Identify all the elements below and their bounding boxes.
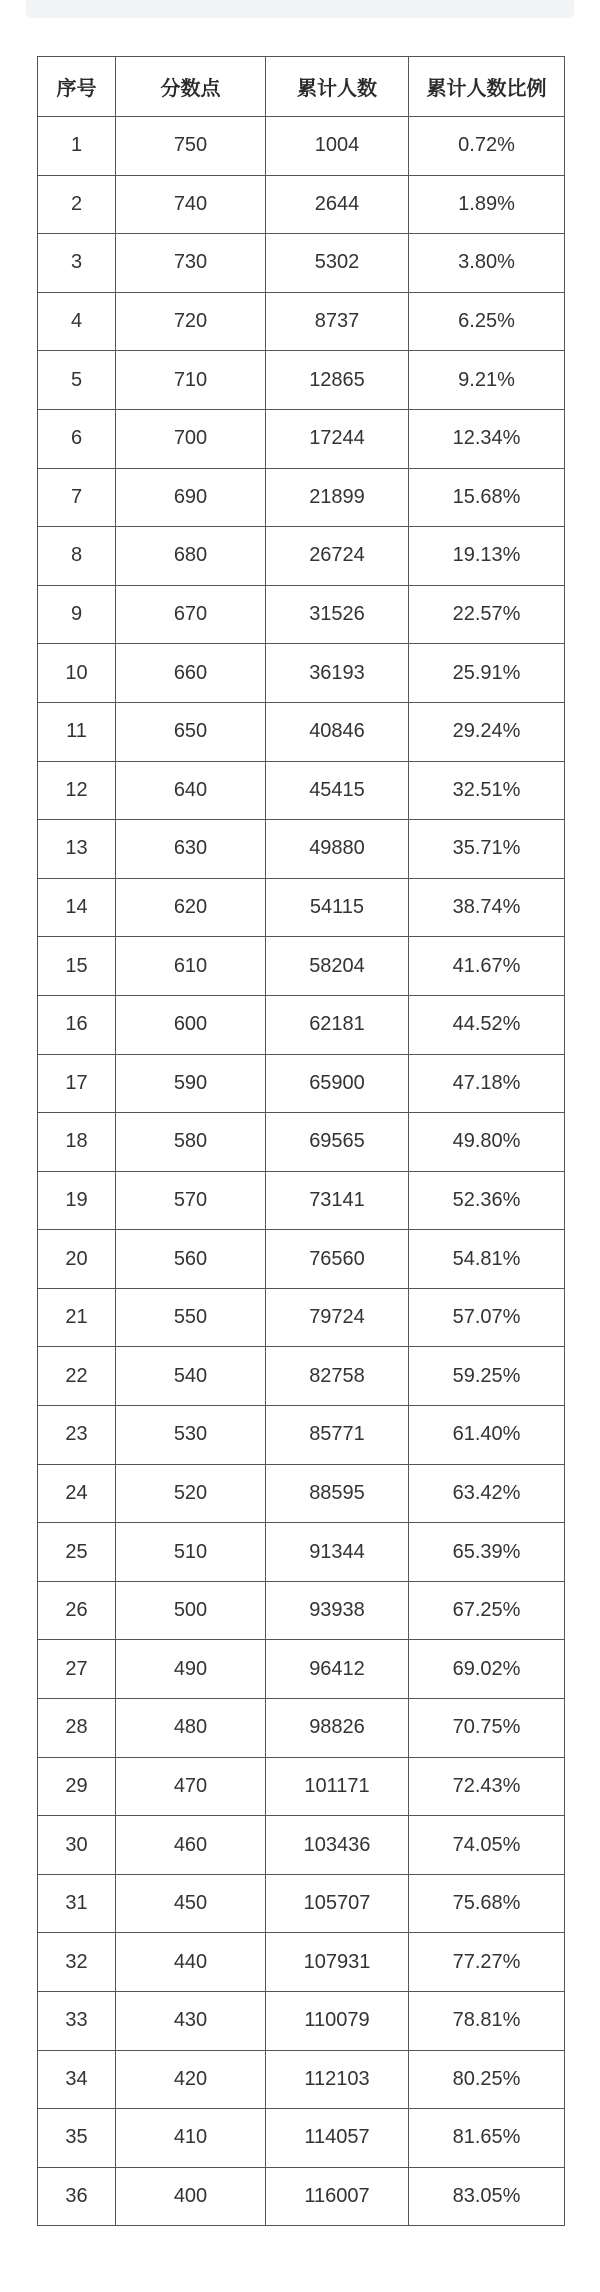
cell-index: 9 <box>38 585 116 644</box>
cell-index: 3 <box>38 234 116 293</box>
table-row <box>38 175 565 234</box>
cell-cumulative-ratio: 29.24% <box>409 702 565 761</box>
table-row <box>38 702 565 761</box>
cell-score: 570 <box>116 1171 266 1230</box>
cell-cumulative-ratio: 52.36% <box>409 1171 565 1230</box>
table-row <box>38 1113 565 1172</box>
cell-index: 29 <box>38 1757 116 1816</box>
cell-cumulative-count: 91344 <box>266 1523 409 1582</box>
cell-score: 590 <box>116 1054 266 1113</box>
cell-cumulative-ratio: 57.07% <box>409 1288 565 1347</box>
cell-score: 710 <box>116 351 266 410</box>
cell-index: 31 <box>38 1874 116 1933</box>
cell-cumulative-ratio: 65.39% <box>409 1523 565 1582</box>
cell-score: 670 <box>116 585 266 644</box>
score-table-container <box>37 56 564 2226</box>
cell-score: 510 <box>116 1523 266 1582</box>
table-row <box>38 1874 565 1933</box>
table-row <box>38 1347 565 1406</box>
cell-score: 410 <box>116 2109 266 2168</box>
cell-cumulative-ratio: 78.81% <box>409 1992 565 2051</box>
cell-index: 23 <box>38 1406 116 1465</box>
cell-score: 480 <box>116 1699 266 1758</box>
table-row <box>38 761 565 820</box>
cell-score: 400 <box>116 2167 266 2226</box>
cell-score: 680 <box>116 527 266 586</box>
cell-cumulative-ratio: 80.25% <box>409 2050 565 2109</box>
table-row <box>38 995 565 1054</box>
cell-score: 560 <box>116 1230 266 1289</box>
cell-cumulative-ratio: 59.25% <box>409 1347 565 1406</box>
cell-index: 35 <box>38 2109 116 2168</box>
cell-cumulative-count: 17244 <box>266 409 409 468</box>
cell-score: 740 <box>116 175 266 234</box>
cell-index: 19 <box>38 1171 116 1230</box>
cell-cumulative-ratio: 61.40% <box>409 1406 565 1465</box>
cell-score: 660 <box>116 644 266 703</box>
cell-cumulative-count: 110079 <box>266 1992 409 2051</box>
cell-score: 690 <box>116 468 266 527</box>
cell-cumulative-count: 49880 <box>266 820 409 879</box>
cell-score: 730 <box>116 234 266 293</box>
cell-index: 2 <box>38 175 116 234</box>
cell-score: 600 <box>116 995 266 1054</box>
cell-score: 440 <box>116 1933 266 1992</box>
cell-cumulative-ratio: 49.80% <box>409 1113 565 1172</box>
cell-cumulative-ratio: 0.72% <box>409 117 565 176</box>
table-row <box>38 1230 565 1289</box>
cell-cumulative-count: 45415 <box>266 761 409 820</box>
cell-cumulative-count: 105707 <box>266 1874 409 1933</box>
cell-index: 8 <box>38 527 116 586</box>
cell-cumulative-count: 62181 <box>266 995 409 1054</box>
cell-cumulative-ratio: 77.27% <box>409 1933 565 1992</box>
cell-index: 11 <box>38 702 116 761</box>
cell-index: 12 <box>38 761 116 820</box>
cell-cumulative-count: 101171 <box>266 1757 409 1816</box>
cell-index: 13 <box>38 820 116 879</box>
cell-cumulative-count: 26724 <box>266 527 409 586</box>
header-cumulative-ratio: 累计人数比例 <box>409 57 565 117</box>
table-row <box>38 1581 565 1640</box>
cell-cumulative-count: 65900 <box>266 1054 409 1113</box>
cell-index: 36 <box>38 2167 116 2226</box>
cell-cumulative-ratio: 12.34% <box>409 409 565 468</box>
cell-cumulative-ratio: 67.25% <box>409 1581 565 1640</box>
table-row <box>38 1757 565 1816</box>
cell-index: 1 <box>38 117 116 176</box>
cell-cumulative-ratio: 74.05% <box>409 1816 565 1875</box>
cell-cumulative-ratio: 3.80% <box>409 234 565 293</box>
table-row <box>38 1640 565 1699</box>
table-row <box>38 1699 565 1758</box>
cell-cumulative-ratio: 54.81% <box>409 1230 565 1289</box>
table-row <box>38 1171 565 1230</box>
cell-index: 28 <box>38 1699 116 1758</box>
table-row <box>38 2050 565 2109</box>
header-row <box>38 57 565 117</box>
cell-score: 470 <box>116 1757 266 1816</box>
cell-score: 750 <box>116 117 266 176</box>
cell-cumulative-count: 114057 <box>266 2109 409 2168</box>
table-row <box>38 644 565 703</box>
table-row <box>38 117 565 176</box>
cell-index: 17 <box>38 1054 116 1113</box>
cell-cumulative-ratio: 25.91% <box>409 644 565 703</box>
cell-index: 21 <box>38 1288 116 1347</box>
cell-cumulative-count: 73141 <box>266 1171 409 1230</box>
table-body <box>38 117 565 2226</box>
cell-cumulative-count: 5302 <box>266 234 409 293</box>
table-row <box>38 1992 565 2051</box>
table-row <box>38 937 565 996</box>
cell-cumulative-count: 82758 <box>266 1347 409 1406</box>
cell-cumulative-ratio: 38.74% <box>409 878 565 937</box>
table-row <box>38 1464 565 1523</box>
cell-score: 580 <box>116 1113 266 1172</box>
table-row <box>38 1054 565 1113</box>
table-row <box>38 234 565 293</box>
table-row <box>38 409 565 468</box>
cell-score: 500 <box>116 1581 266 1640</box>
cell-index: 6 <box>38 409 116 468</box>
cell-score: 430 <box>116 1992 266 2051</box>
cell-score: 420 <box>116 2050 266 2109</box>
cell-cumulative-count: 85771 <box>266 1406 409 1465</box>
cell-cumulative-count: 88595 <box>266 1464 409 1523</box>
cell-cumulative-count: 12865 <box>266 351 409 410</box>
cell-index: 15 <box>38 937 116 996</box>
cell-cumulative-count: 79724 <box>266 1288 409 1347</box>
cell-index: 16 <box>38 995 116 1054</box>
cell-cumulative-ratio: 83.05% <box>409 2167 565 2226</box>
cell-index: 33 <box>38 1992 116 2051</box>
cell-score: 450 <box>116 1874 266 1933</box>
cell-index: 20 <box>38 1230 116 1289</box>
cell-score: 520 <box>116 1464 266 1523</box>
cell-index: 14 <box>38 878 116 937</box>
cell-cumulative-count: 93938 <box>266 1581 409 1640</box>
cell-index: 24 <box>38 1464 116 1523</box>
cell-cumulative-ratio: 9.21% <box>409 351 565 410</box>
cell-cumulative-count: 8737 <box>266 292 409 351</box>
table-row <box>38 468 565 527</box>
cell-index: 30 <box>38 1816 116 1875</box>
cell-cumulative-ratio: 19.13% <box>409 527 565 586</box>
cell-cumulative-count: 1004 <box>266 117 409 176</box>
cell-cumulative-ratio: 81.65% <box>409 2109 565 2168</box>
score-distribution-table <box>37 56 565 2226</box>
cell-index: 27 <box>38 1640 116 1699</box>
cell-index: 18 <box>38 1113 116 1172</box>
top-banner-strip <box>26 0 574 18</box>
cell-index: 10 <box>38 644 116 703</box>
table-row <box>38 292 565 351</box>
cell-index: 22 <box>38 1347 116 1406</box>
cell-cumulative-ratio: 32.51% <box>409 761 565 820</box>
cell-score: 460 <box>116 1816 266 1875</box>
table-row <box>38 1523 565 1582</box>
cell-cumulative-count: 2644 <box>266 175 409 234</box>
table-row <box>38 1288 565 1347</box>
cell-index: 5 <box>38 351 116 410</box>
cell-index: 26 <box>38 1581 116 1640</box>
cell-cumulative-count: 40846 <box>266 702 409 761</box>
cell-cumulative-count: 112103 <box>266 2050 409 2109</box>
cell-score: 540 <box>116 1347 266 1406</box>
table-row <box>38 2109 565 2168</box>
cell-score: 720 <box>116 292 266 351</box>
cell-cumulative-ratio: 1.89% <box>409 175 565 234</box>
header-score: 分数点 <box>116 57 266 117</box>
cell-score: 610 <box>116 937 266 996</box>
cell-score: 640 <box>116 761 266 820</box>
cell-cumulative-count: 76560 <box>266 1230 409 1289</box>
cell-cumulative-ratio: 22.57% <box>409 585 565 644</box>
cell-cumulative-ratio: 35.71% <box>409 820 565 879</box>
cell-cumulative-count: 58204 <box>266 937 409 996</box>
table-row <box>38 1816 565 1875</box>
table-row <box>38 2167 565 2226</box>
cell-cumulative-count: 98826 <box>266 1699 409 1758</box>
table-row <box>38 1933 565 1992</box>
cell-score: 550 <box>116 1288 266 1347</box>
cell-score: 630 <box>116 820 266 879</box>
table-row <box>38 1406 565 1465</box>
cell-index: 25 <box>38 1523 116 1582</box>
cell-cumulative-count: 36193 <box>266 644 409 703</box>
cell-cumulative-ratio: 63.42% <box>409 1464 565 1523</box>
cell-cumulative-count: 54115 <box>266 878 409 937</box>
cell-cumulative-ratio: 70.75% <box>409 1699 565 1758</box>
cell-cumulative-ratio: 75.68% <box>409 1874 565 1933</box>
cell-cumulative-ratio: 72.43% <box>409 1757 565 1816</box>
cell-score: 650 <box>116 702 266 761</box>
cell-cumulative-ratio: 44.52% <box>409 995 565 1054</box>
cell-index: 7 <box>38 468 116 527</box>
cell-cumulative-count: 96412 <box>266 1640 409 1699</box>
header-index: 序号 <box>38 57 116 117</box>
cell-index: 34 <box>38 2050 116 2109</box>
cell-cumulative-ratio: 47.18% <box>409 1054 565 1113</box>
cell-cumulative-ratio: 15.68% <box>409 468 565 527</box>
cell-cumulative-count: 21899 <box>266 468 409 527</box>
cell-score: 700 <box>116 409 266 468</box>
cell-cumulative-count: 69565 <box>266 1113 409 1172</box>
cell-cumulative-ratio: 41.67% <box>409 937 565 996</box>
cell-cumulative-count: 107931 <box>266 1933 409 1992</box>
cell-score: 490 <box>116 1640 266 1699</box>
cell-cumulative-count: 116007 <box>266 2167 409 2226</box>
cell-cumulative-ratio: 69.02% <box>409 1640 565 1699</box>
cell-index: 32 <box>38 1933 116 1992</box>
cell-score: 530 <box>116 1406 266 1465</box>
table-row <box>38 585 565 644</box>
header-cumulative-count: 累计人数 <box>266 57 409 117</box>
cell-cumulative-count: 31526 <box>266 585 409 644</box>
table-row <box>38 527 565 586</box>
table-header <box>38 57 565 117</box>
table-row <box>38 820 565 879</box>
cell-cumulative-ratio: 6.25% <box>409 292 565 351</box>
table-row <box>38 351 565 410</box>
cell-index: 4 <box>38 292 116 351</box>
table-row <box>38 878 565 937</box>
cell-score: 620 <box>116 878 266 937</box>
cell-cumulative-count: 103436 <box>266 1816 409 1875</box>
